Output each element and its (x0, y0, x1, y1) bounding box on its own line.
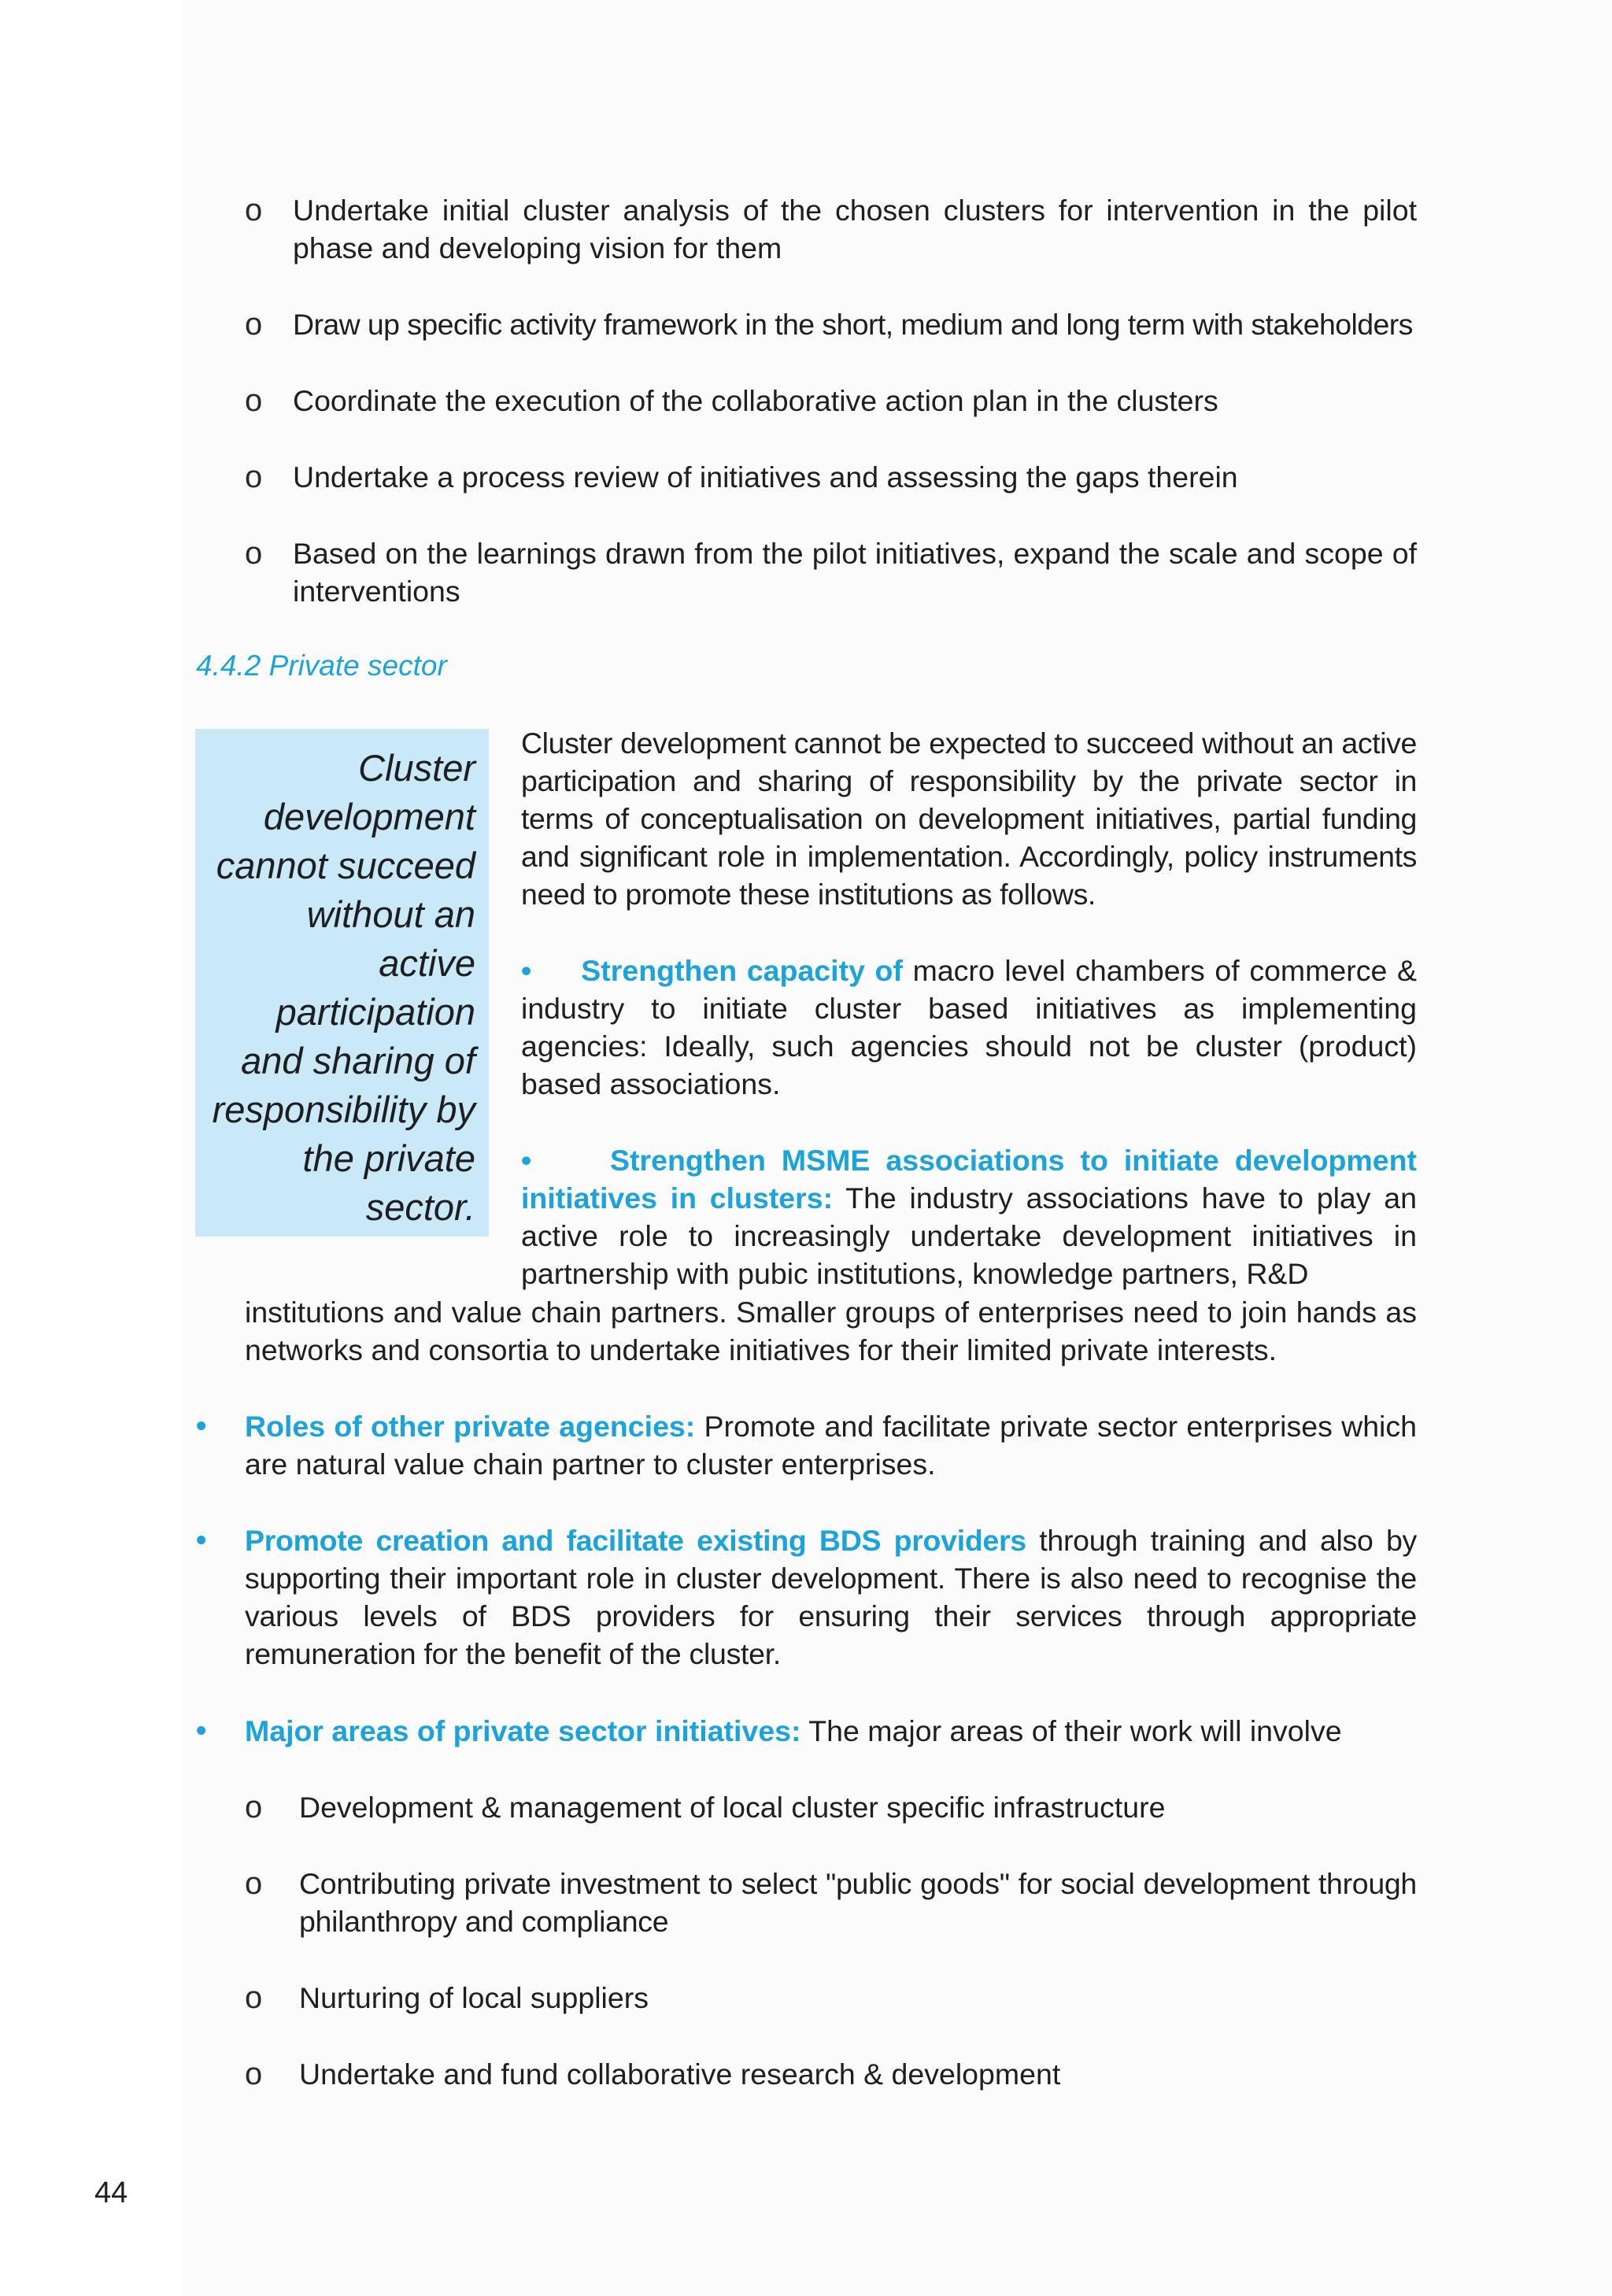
pull-quote-line: the private (302, 1137, 475, 1179)
list-item: Undertake a process review of initiatives and assessing the gaps therein (293, 460, 1238, 494)
bullet-paragraph-agencies (245, 1407, 1417, 1483)
pull-quote-line: Cluster (358, 747, 475, 789)
bullet-text: The major areas of their work will involve (800, 1714, 1342, 1747)
bullet-text: macro level chambers of commerce & industry to initiate cluster based initiatives as implementing agencies: Ideally, such agencies should not be cluster (product) based associations. (521, 954, 1417, 1100)
list-item: Draw up specific activity framework in the short, medium and long term with stakeholders (293, 308, 1413, 341)
pull-quote-line: development (263, 796, 475, 837)
list-marker: o (245, 383, 263, 418)
list-marker: o (245, 460, 263, 494)
intro-paragraph: Cluster development cannot be expected to succeed without an active participation and sharing of responsibility by the private sector in terms of conceptualisation on development initiatives, partial funding and significant role in implementation. Accordingly, policy instruments need to promote these institutions as follows. (521, 727, 1417, 911)
pull-quote-line: cannot succeed (216, 845, 475, 886)
bullet-paragraph-major-areas (245, 1712, 1417, 1750)
bullet-paragraph-chambers (521, 952, 1417, 1103)
page-number: 44 (94, 2176, 128, 2209)
bullet-marker: • (196, 1524, 207, 1557)
pull-quote-line: sector. (365, 1186, 475, 1228)
list-marker: o (245, 536, 263, 571)
bullet-lead: Promote creation and facilitate existing BDS providers (245, 1524, 1026, 1557)
bullet-marker: • (196, 1410, 207, 1443)
list-marker: o (245, 2057, 263, 2091)
bullet-lead: Roles of other private agencies: (245, 1410, 696, 1443)
list-item: Development & management of local cluster specific infrastructure (299, 1791, 1166, 1824)
bullet-lead: Major areas of private sector initiatives: (245, 1714, 801, 1747)
list-item: Undertake and fund collaborative research & development (299, 2058, 1061, 2091)
pull-quote-line: without an (306, 893, 475, 935)
list-item: Nurturing of local suppliers (299, 1981, 649, 2014)
list-marker: o (245, 193, 263, 227)
bullet-continuation: institutions and value chain partners. Smaller groups of enterprises need to join hands as networks and consortia to undertake initiatives for their limited private interests. (245, 1296, 1417, 1366)
list-item: Undertake initial cluster analysis of the chosen clusters for intervention in the pilot phase and developing vision for them (293, 194, 1417, 264)
list-marker: o (245, 1790, 263, 1825)
bullet-text: Promote and facilitate private sector enterprises which are natural value chain partner to cluster enterprises. (245, 1410, 1417, 1481)
pull-quote-line: participation (275, 991, 475, 1033)
bullet-text: The industry associations have to play an active role to increasingly undertake development initiatives in partnership with pubic institutions, knowledge partners, R&D (521, 1181, 1417, 1290)
list-item: Coordinate the execution of the collaborative action plan in the clusters (293, 384, 1218, 417)
pull-quote-line: responsibility by (212, 1089, 475, 1130)
bullet-marker: • (521, 954, 532, 987)
bullet-lead: Strengthen capacity of (581, 954, 903, 987)
bullet-text: through training and also by supporting their important role in cluster development. There is also need to recognise the various levels of BDS providers for ensuring their services through appropriate remuneration for the benefit of the cluster. (245, 1524, 1417, 1670)
list-item: Based on the learnings drawn from the pilot initiatives, expand the scale and scope of interventions (293, 537, 1417, 608)
bullet-lead: Strengthen MSME associations to initiate development initiatives in clusters: (521, 1144, 1417, 1215)
pull-quote-line: and sharing of (241, 1040, 475, 1081)
list-item: Contributing private investment to select "public goods" for social development through philanthropy and compliance (299, 1867, 1417, 1938)
pull-quote-line: active (379, 942, 475, 984)
bullet-paragraph-bds (245, 1521, 1417, 1673)
list-marker: o (245, 1980, 263, 2015)
list-marker: o (245, 307, 263, 342)
list-marker: o (245, 1866, 263, 1901)
bullet-marker: • (521, 1144, 532, 1177)
section-heading: 4.4.2 Private sector (196, 649, 447, 682)
bullet-paragraph-msme (521, 1141, 1417, 1292)
bullet-marker: • (196, 1714, 207, 1747)
